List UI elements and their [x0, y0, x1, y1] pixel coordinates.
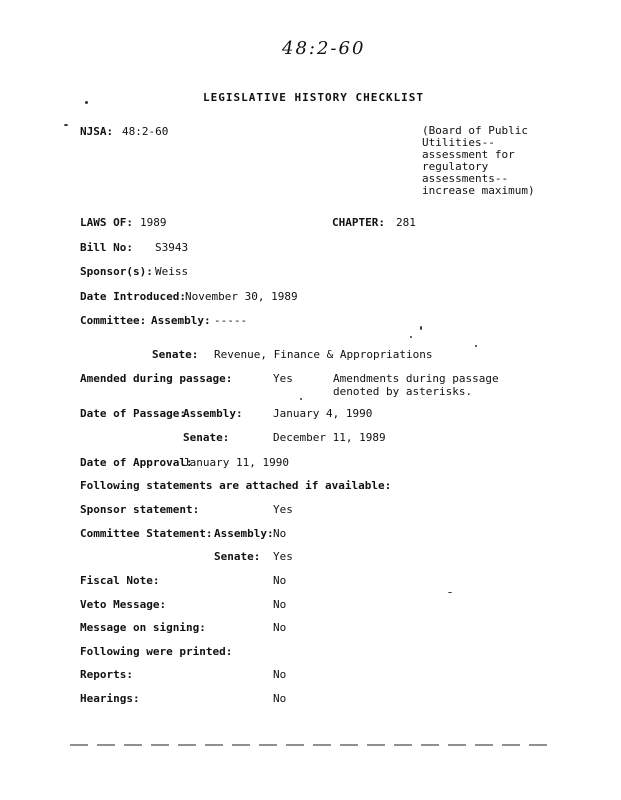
committee-statement-assembly-label: Assembly:	[214, 527, 274, 540]
date-introduced-value: November 30, 1989	[185, 290, 298, 303]
handwritten-number: 48:2-60	[282, 38, 366, 59]
bill-no-value: S3943	[155, 241, 189, 254]
amended-note: Amendments during passage denoted by asterisks.	[333, 372, 499, 398]
attached-heading: Following statements are attached if available:	[80, 479, 392, 492]
chapter-label: CHAPTER:	[332, 216, 385, 229]
printed-heading: Following were printed:	[80, 645, 233, 658]
scan-speck	[410, 336, 412, 338]
reports-label: Reports:	[80, 668, 133, 681]
passage-senate-label: Senate:	[183, 431, 230, 444]
date-of-approval-label: Date of Approval:	[80, 456, 193, 469]
fiscal-note-value: No	[273, 574, 287, 587]
amended-label: Amended during passage:	[80, 372, 233, 385]
hearings-label: Hearings:	[80, 692, 140, 705]
date-of-approval-value: January 11, 1990	[183, 456, 289, 469]
scan-speck	[475, 345, 477, 347]
laws-of-value: 1989	[140, 216, 167, 229]
sponsor-statement-value: Yes	[273, 503, 293, 516]
amended-value: Yes	[273, 372, 293, 385]
committee-assembly-value: -----	[214, 314, 248, 327]
sponsor-statement-label: Sponsor statement:	[80, 503, 200, 516]
veto-message-value: No	[273, 598, 287, 611]
scan-speck	[85, 101, 88, 104]
date-of-passage-label: Date of Passage:	[80, 407, 186, 420]
scan-speck	[420, 326, 422, 330]
passage-assembly-label: Assembly:	[183, 407, 243, 420]
scan-speck	[64, 124, 68, 126]
scan-speck	[300, 398, 302, 400]
hearings-value: No	[273, 692, 287, 705]
passage-senate-value: December 11, 1989	[273, 431, 386, 444]
committee-label: Committee:	[80, 314, 147, 327]
message-on-signing-label: Message on signing:	[80, 621, 206, 634]
page-title: LEGISLATIVE HISTORY CHECKLIST	[203, 91, 425, 104]
message-on-signing-value: No	[273, 621, 287, 634]
chapter-value: 281	[396, 216, 416, 229]
scan-speck	[448, 592, 452, 593]
date-introduced-label: Date Introduced:	[80, 290, 186, 303]
laws-of-label: LAWS OF:	[80, 216, 133, 229]
committee-assembly-label: Assembly:	[151, 314, 211, 327]
reports-value: No	[273, 668, 287, 681]
committee-senate-label: Senate:	[152, 348, 199, 361]
njsa-description: (Board of Public Utilities--assessment for regulatory assessments--increase maximum)	[422, 124, 535, 197]
veto-message-label: Veto Message:	[80, 598, 167, 611]
passage-assembly-value: January 4, 1990	[273, 407, 373, 420]
committee-statement-label: Committee Statement:	[80, 527, 213, 540]
committee-statement-assembly-value: No	[273, 527, 287, 540]
bill-no-label: Bill No:	[80, 241, 133, 254]
committee-senate-value: Revenue, Finance & Appropriations	[214, 348, 433, 361]
bottom-dashed-rule	[70, 742, 550, 748]
committee-statement-senate-label: Senate:	[214, 550, 261, 563]
fiscal-note-label: Fiscal Note:	[80, 574, 160, 587]
njsa-value: 48:2-60	[122, 125, 169, 138]
committee-statement-senate-value: Yes	[273, 550, 293, 563]
njsa-label: NJSA:	[80, 125, 114, 138]
sponsors-label: Sponsor(s):	[80, 265, 153, 278]
sponsors-value: Weiss	[155, 265, 189, 278]
